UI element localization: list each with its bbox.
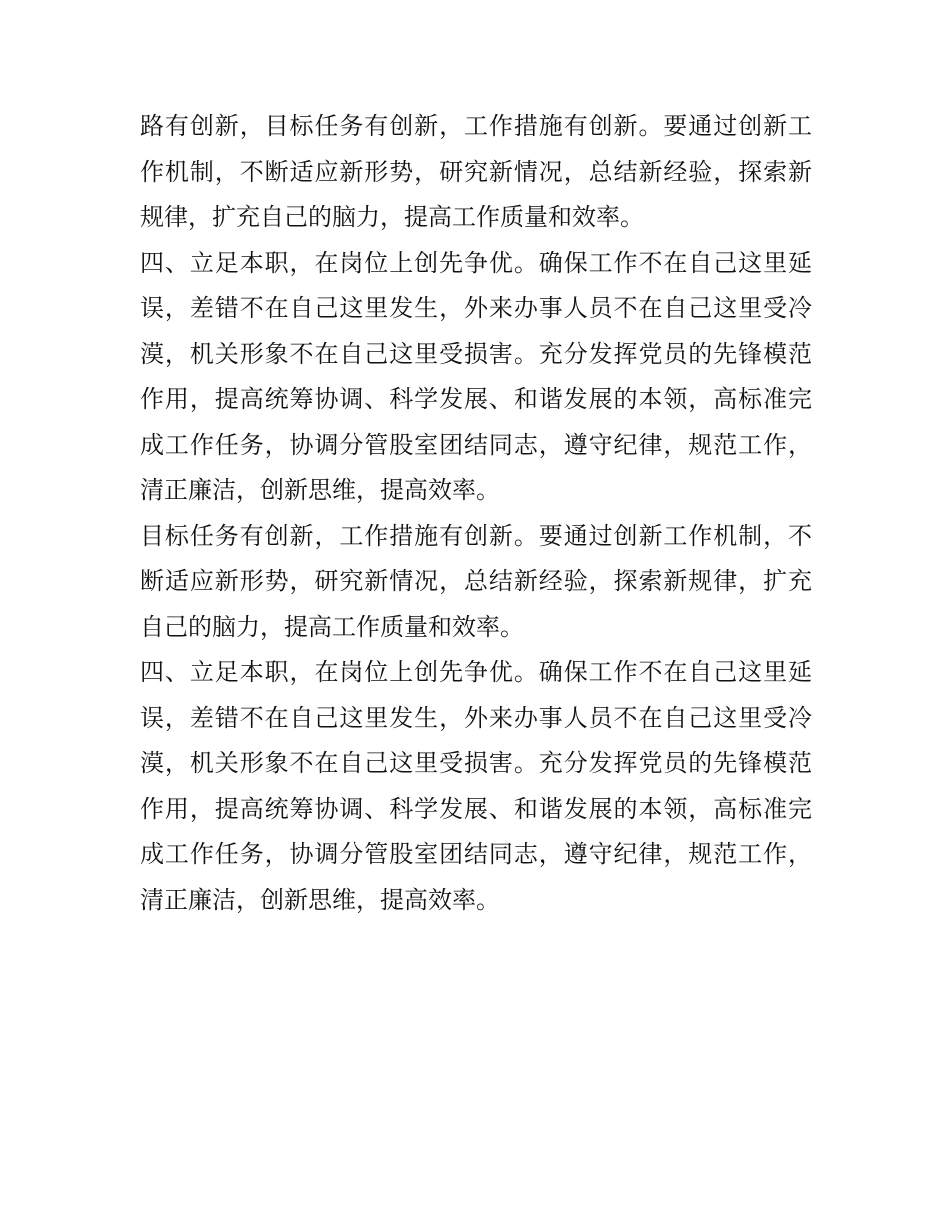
paragraph-line: 断适应新形势，研究新情况，总结新经验，探索新规律，扩充 [140,567,812,595]
paragraph-line: 四、立足本职，在岗位上创先争优。确保工作不在自己这里延 [140,658,812,686]
paragraph-line: 作用，提高统筹协调、科学发展、和谐发展的本领，高标准完 [140,385,812,413]
paragraph-line: 路有创新，目标任务有创新，工作措施有创新。要通过创新工 [140,112,812,140]
paragraph-line: 漠，机关形象不在自己这里受损害。充分发挥党员的先锋模范 [140,339,812,368]
document-body [140,104,812,923]
paragraph-line: 漠，机关形象不在自己这里受损害。充分发挥党员的先锋模范 [140,749,812,777]
paragraph-line: 清正廉洁，创新思维，提高效率。 [140,885,500,914]
paragraph-2 [140,241,812,514]
paragraph-line: 四、立足本职，在岗位上创先争优。确保工作不在自己这里延 [140,248,812,277]
paragraph-line: 误，差错不在自己这里发生，外来办事人员不在自己这里受冷 [140,294,812,322]
paragraph-line: 作机制，不断适应新形势，研究新情况，总结新经验，探索新 [140,157,812,186]
paragraph-4 [140,650,812,923]
paragraph-line: 成工作任务，协调分管股室团结同志，遵守纪律，规范工作， [140,430,812,459]
paragraph-line: 成工作任务，协调分管股室团结同志，遵守纪律，规范工作， [140,840,812,868]
paragraph-line: 清正廉洁，创新思维，提高效率。 [140,476,500,504]
paragraph-3 [140,514,812,651]
paragraph-1 [140,104,812,241]
paragraph-line: 规律，扩充自己的脑力，提高工作质量和效率。 [140,203,644,231]
paragraph-line: 目标任务有创新，工作措施有创新。要通过创新工作机制，不 [140,521,812,550]
paragraph-line: 自己的脑力，提高工作质量和效率。 [140,612,524,641]
paragraph-line: 误，差错不在自己这里发生，外来办事人员不在自己这里受冷 [140,703,812,732]
paragraph-line: 作用，提高统筹协调、科学发展、和谐发展的本领，高标准完 [140,794,812,823]
